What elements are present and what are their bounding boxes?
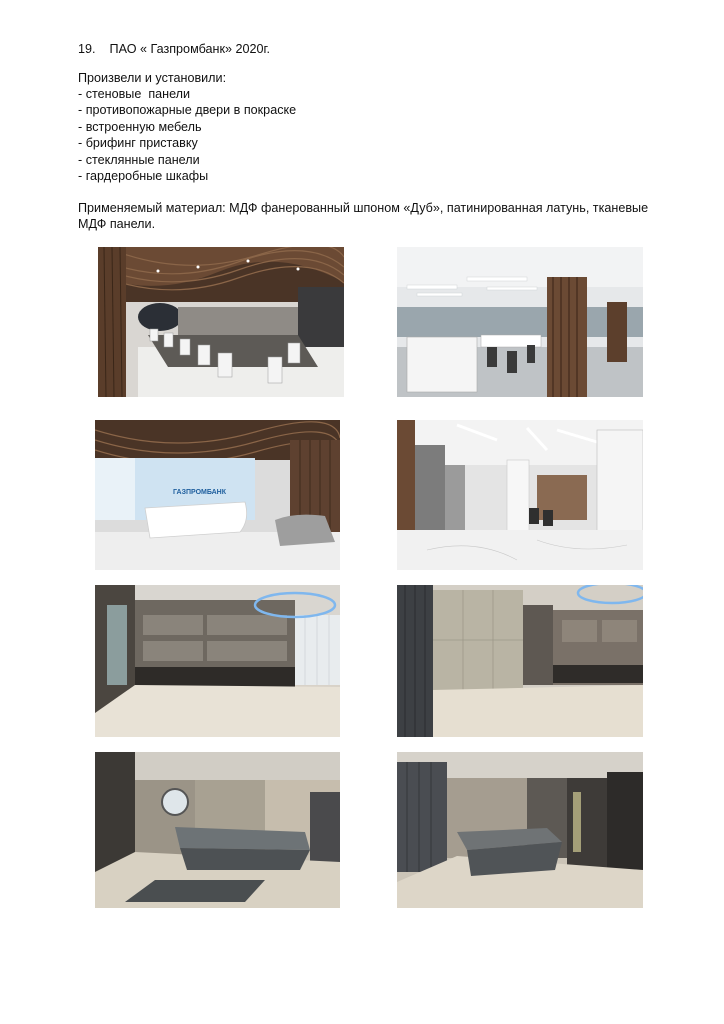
section-title (78, 41, 270, 57)
photo-corridor (397, 420, 643, 570)
list-item: - встроенную мебель (78, 119, 202, 134)
list-item: - брифинг приставку (78, 136, 198, 151)
list-item: - стеклянные панели (78, 152, 200, 167)
works-list (78, 86, 296, 184)
section-heading: ПАО « Газпромбанк» 2020г. (109, 42, 271, 56)
photo-meeting-room (95, 752, 340, 908)
photo-meeting-table (397, 752, 643, 908)
intro-text: Произвели и установили: (78, 71, 227, 85)
photo-room-panels (397, 585, 643, 737)
photo-room-shelving (95, 585, 340, 737)
material-text: Применяемый материал: МДФ фанерованный шпоном «Дуб», патинированная латунь, тканевые МДФ панели. (78, 201, 649, 232)
section-number: 19. (78, 42, 96, 56)
photo-reception (95, 420, 340, 570)
reception-sign-text: ГАЗПРОМБАНК (173, 489, 226, 496)
photo-open-office (397, 247, 643, 397)
list-item: - гардеробные шкафы (78, 168, 209, 183)
list-item: - стеновые панели (78, 87, 191, 101)
photo-boardroom (98, 247, 344, 397)
list-item: - противопожарные двери в покраске (78, 103, 297, 118)
